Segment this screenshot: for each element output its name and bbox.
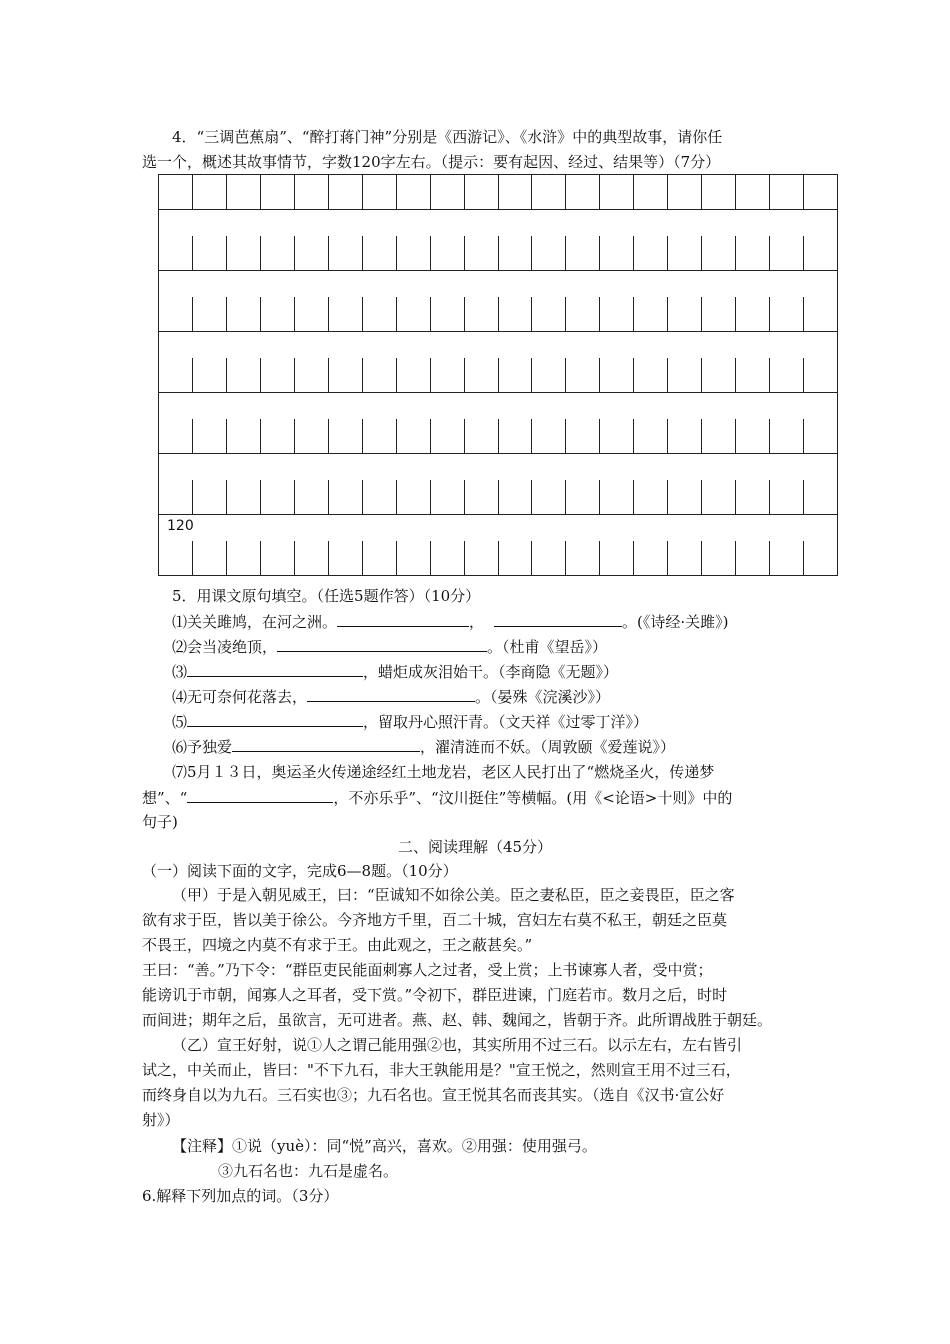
q5-item-6-suffix: ，濯清涟而不妖。（周敦颐《爱莲说》） [420, 738, 676, 756]
grid-cell[interactable] [600, 175, 634, 210]
grid-cell[interactable] [499, 236, 533, 271]
grid-cell[interactable] [566, 358, 600, 393]
grid-cell[interactable] [770, 236, 804, 271]
grid-cell[interactable] [600, 236, 634, 271]
q5-item-4-suffix: 。（晏殊《浣溪沙》） [475, 688, 611, 706]
q5-item-4 [172, 685, 610, 708]
grid-cell[interactable] [736, 480, 770, 515]
grid-cell[interactable] [668, 236, 702, 271]
grid-cell[interactable] [566, 175, 600, 210]
q5-item-4-blank[interactable] [307, 685, 475, 702]
grid-row-gap [158, 332, 838, 358]
grid-cell[interactable] [431, 236, 465, 271]
grid-cell[interactable] [634, 358, 668, 393]
q5-item-4-prefix: ⑷无可奈何花落去， [172, 688, 308, 706]
grid-cell[interactable] [702, 236, 736, 271]
grid-cell[interactable] [634, 175, 668, 210]
grid-cell[interactable] [465, 175, 499, 210]
grid-row [158, 419, 838, 454]
grid-row-gap [158, 393, 838, 419]
grid-cell[interactable] [702, 297, 736, 332]
grid-cell[interactable] [193, 175, 227, 210]
grid-cell[interactable] [431, 297, 465, 332]
grid-cell[interactable] [227, 419, 261, 454]
q5-item-7-blank[interactable] [187, 786, 333, 803]
q5-item-6-blank[interactable] [232, 735, 420, 752]
grid-cell[interactable] [329, 480, 363, 515]
grid-cell[interactable] [770, 480, 804, 515]
grid-cell[interactable] [227, 297, 261, 332]
grid-cell[interactable] [770, 175, 804, 210]
q5-item-1-prefix: ⑴关关雎鸠，在河之洲。 [172, 613, 338, 631]
q5-item-1-blank-b[interactable] [494, 610, 622, 627]
grid-cell[interactable] [431, 541, 465, 576]
grid-cell[interactable] [193, 541, 227, 576]
grid-cell[interactable] [804, 541, 838, 576]
grid-cell[interactable] [600, 358, 634, 393]
grid-row [158, 480, 838, 515]
q5-item-1-mid: ， [469, 613, 485, 631]
grid-cell[interactable] [261, 480, 295, 515]
grid-cell[interactable] [159, 480, 193, 515]
grid-cell[interactable] [770, 297, 804, 332]
grid-cell[interactable] [804, 297, 838, 332]
grid-cell[interactable] [736, 236, 770, 271]
grid-cell[interactable] [668, 541, 702, 576]
grid-cell[interactable] [668, 419, 702, 454]
grid-cell[interactable] [295, 175, 329, 210]
grid-cell[interactable] [465, 236, 499, 271]
q5-item-3-blank[interactable] [187, 660, 363, 677]
grid-row [158, 358, 838, 393]
q5-item-7-line-3: 句子) [142, 813, 178, 831]
grid-cell[interactable] [668, 297, 702, 332]
grid-cell[interactable] [397, 419, 431, 454]
grid-cell[interactable] [804, 175, 838, 210]
grid-cell[interactable] [668, 358, 702, 393]
grid-row [158, 541, 838, 576]
grid-cell[interactable] [295, 541, 329, 576]
grid-cell[interactable] [702, 175, 736, 210]
grid-cell[interactable] [295, 236, 329, 271]
grid-cell[interactable] [770, 541, 804, 576]
grid-cell[interactable] [566, 236, 600, 271]
grid-cell[interactable] [227, 236, 261, 271]
grid-cell[interactable] [261, 297, 295, 332]
grid-cell[interactable] [804, 236, 838, 271]
grid-cell[interactable] [227, 175, 261, 210]
grid-cell[interactable] [566, 297, 600, 332]
jia-line-1: （甲）于是入朝见威王，曰：“臣诚知不如徐公美。臣之妻私臣，臣之妾畏臣，臣之客 [172, 886, 735, 904]
grid-cell[interactable] [566, 480, 600, 515]
grid-cell[interactable] [397, 297, 431, 332]
grid-cell[interactable] [431, 175, 465, 210]
grid-cell[interactable] [329, 297, 363, 332]
note-line-1: 【注释】①说（yuè）：同“悦”高兴，喜欢。②用强：使用强弓。 [172, 1137, 597, 1155]
grid-cell[interactable] [634, 236, 668, 271]
yi-line-1: （乙）宣王好射，说①人之谓己能用强②也，其实所用不过三石。以示左右，左右皆引 [172, 1036, 743, 1054]
q5-item-2-blank[interactable] [277, 635, 487, 652]
grid-cell[interactable] [261, 358, 295, 393]
grid-cell[interactable] [499, 175, 533, 210]
grid-cell[interactable] [363, 541, 397, 576]
grid-cell[interactable] [363, 297, 397, 332]
grid-cell[interactable] [261, 419, 295, 454]
grid-cell[interactable] [634, 419, 668, 454]
grid-cell[interactable] [397, 358, 431, 393]
grid-cell[interactable] [499, 480, 533, 515]
grid-cell[interactable] [159, 358, 193, 393]
q5-item-3-suffix: ，蜡炬成灰泪始干。（李商隐《无题》） [363, 663, 619, 681]
grid-cell[interactable] [295, 297, 329, 332]
grid-cell[interactable] [329, 358, 363, 393]
q5-item-6 [172, 735, 675, 758]
grid-cell[interactable] [465, 297, 499, 332]
grid-cell[interactable] [159, 419, 193, 454]
grid-cell[interactable] [363, 175, 397, 210]
grid-cell[interactable] [499, 541, 533, 576]
grid-cell[interactable] [600, 541, 634, 576]
q5-item-5-blank[interactable] [187, 710, 363, 727]
grid-cell[interactable] [261, 236, 295, 271]
grid-cell[interactable] [227, 541, 261, 576]
grid-cell[interactable] [668, 175, 702, 210]
grid-cell[interactable] [397, 236, 431, 271]
grid-row-gap [158, 515, 838, 541]
writing-grid[interactable] [158, 174, 838, 576]
q4-line-2: 选一个，概述其故事情节，字数120字左右。（提示：要有起因、经过、结果等）（7分） [142, 153, 721, 171]
grid-cell[interactable] [329, 236, 363, 271]
q5-item-5-suffix: ，留取丹心照汗青。（文天祥《过零丁洋》） [363, 713, 649, 731]
grid-cell[interactable] [804, 358, 838, 393]
grid-cell[interactable] [804, 480, 838, 515]
q5-item-5 [172, 710, 648, 733]
grid-cell[interactable] [397, 480, 431, 515]
grid-cell[interactable] [532, 358, 566, 393]
q5-item-3 [172, 660, 618, 683]
grid-cell[interactable] [397, 541, 431, 576]
grid-cell[interactable] [770, 419, 804, 454]
grid-cell[interactable] [736, 541, 770, 576]
grid-cell[interactable] [159, 297, 193, 332]
grid-cell[interactable] [736, 297, 770, 332]
q5-item-2-prefix: ⑵会当凌绝顶， [172, 638, 278, 656]
grid-cell[interactable] [736, 175, 770, 210]
grid-cell[interactable] [159, 236, 193, 271]
jia-line-2: 欲有求于臣，皆以美于徐公。今齐地方千里，百二十城，宫妇左右莫不私王，朝廷之臣莫 [142, 911, 728, 929]
jia-line-6: 而间进；期年之后，虽欲言，无可进者。燕、赵、韩、魏闻之，皆朝于齐。此所谓战胜于朝廷。 [142, 1011, 773, 1029]
grid-cell[interactable] [227, 480, 261, 515]
grid-cell[interactable] [193, 236, 227, 271]
grid-cell[interactable] [736, 358, 770, 393]
q5-item-7-line-1: ⑺5月１３日，奥运圣火传递途经红土地龙岩，老区人民打出了“燃烧圣火，传递梦 [172, 763, 715, 781]
q5-item-1 [172, 610, 729, 633]
grid-cell[interactable] [600, 480, 634, 515]
grid-cell[interactable] [499, 297, 533, 332]
grid-cell[interactable] [770, 358, 804, 393]
q5-item-2-suffix: 。（杜甫《望岳》） [487, 638, 608, 656]
q5-item-6-prefix: ⑹予独爱 [172, 738, 233, 756]
grid-cell[interactable] [499, 358, 533, 393]
grid-cell[interactable] [465, 480, 499, 515]
grid-marker-120: 120 [167, 518, 194, 534]
grid-cell[interactable] [193, 419, 227, 454]
grid-row [158, 236, 838, 271]
section-2-title: 二、阅读理解（45分） [397, 838, 553, 856]
grid-cell[interactable] [804, 419, 838, 454]
grid-cell[interactable] [532, 541, 566, 576]
grid-cell[interactable] [465, 358, 499, 393]
q4-line-1: 4．“三调芭蕉扇”、“醉打蒋门神”分别是《西游记》、《水浒》中的典型故事，请你任 [172, 128, 723, 146]
grid-cell[interactable] [532, 419, 566, 454]
grid-cell[interactable] [702, 358, 736, 393]
jia-line-4: 王曰：“善。”乃下令：“群臣吏民能面刺寡人之过者，受上赏；上书谏寡人者，受中赏； [142, 961, 713, 979]
q5-title: 5．用课文原句填空。（任选5题作答）（10分） [172, 587, 481, 605]
grid-cell[interactable] [193, 297, 227, 332]
q5-item-7-prefix: 想”、“ [142, 789, 188, 807]
grid-cell[interactable] [193, 480, 227, 515]
q5-item-1-suffix: 。(《诗经·关雎》) [622, 613, 729, 631]
q5-item-7-line-2 [142, 786, 732, 809]
grid-cell[interactable] [499, 419, 533, 454]
grid-cell[interactable] [600, 297, 634, 332]
grid-cell[interactable] [532, 480, 566, 515]
grid-cell[interactable] [465, 419, 499, 454]
grid-cell[interactable] [227, 358, 261, 393]
grid-cell[interactable] [261, 541, 295, 576]
grid-cell[interactable] [295, 480, 329, 515]
grid-cell[interactable] [566, 419, 600, 454]
grid-cell[interactable] [431, 358, 465, 393]
grid-cell[interactable] [702, 480, 736, 515]
yi-line-3: 而终身自以为九石。三石实也③；九石名也。宣王悦其名而丧其实。（选自《汉书·宣公好 [142, 1086, 725, 1104]
grid-cell[interactable] [363, 419, 397, 454]
yi-line-4: 射》） [142, 1111, 180, 1129]
grid-cell[interactable] [532, 175, 566, 210]
grid-cell[interactable] [261, 175, 295, 210]
grid-cell[interactable] [736, 419, 770, 454]
part-1-heading: （一）阅读下面的文字，完成6—8题。（10分） [142, 862, 458, 880]
grid-cell[interactable] [295, 419, 329, 454]
grid-row-gap [158, 271, 838, 297]
grid-cell[interactable] [668, 480, 702, 515]
grid-cell[interactable] [295, 358, 329, 393]
jia-line-5: 能谤讥于市朝，闻寡人之耳者，受下赏。”令初下，群臣进谏，门庭若市。数月之后，时时 [142, 986, 728, 1004]
yi-line-2: 试之，中关而止，皆曰："不下九石，非大王孰能用是？"宣王悦之，然则宣王用不过三石， [142, 1061, 741, 1079]
grid-cell[interactable] [702, 419, 736, 454]
q5-item-5-prefix: ⑸ [172, 713, 188, 731]
grid-cell[interactable] [634, 541, 668, 576]
grid-cell[interactable] [329, 541, 363, 576]
question-6: 6.解释下列加点的词。（3分） [142, 1187, 339, 1205]
grid-cell[interactable] [702, 541, 736, 576]
grid-cell[interactable] [159, 175, 193, 210]
grid-cell[interactable] [532, 236, 566, 271]
grid-cell[interactable] [431, 419, 465, 454]
grid-cell[interactable] [363, 236, 397, 271]
grid-cell[interactable] [566, 541, 600, 576]
grid-cell[interactable] [159, 541, 193, 576]
q5-item-7-suffix: ，不亦乐乎”、“汶川挺住”等横幅。(用《<论语>十则》中的 [333, 789, 733, 807]
grid-cell[interactable] [329, 419, 363, 454]
q5-item-1-blank-a[interactable] [337, 610, 469, 627]
grid-cell[interactable] [363, 480, 397, 515]
grid-cell[interactable] [397, 175, 431, 210]
grid-row [158, 174, 838, 210]
grid-cell[interactable] [363, 358, 397, 393]
q5-item-2 [172, 635, 607, 658]
grid-cell[interactable] [600, 419, 634, 454]
grid-cell[interactable] [634, 480, 668, 515]
grid-cell[interactable] [431, 480, 465, 515]
jia-line-3: 不畏王，四境之内莫不有求于王。由此观之，王之蔽甚矣。” [142, 936, 533, 954]
grid-row-gap [158, 454, 838, 480]
grid-cell[interactable] [465, 541, 499, 576]
grid-row [158, 297, 838, 332]
grid-cell[interactable] [634, 297, 668, 332]
note-line-2: ③九石名也：九石是虚名。 [218, 1162, 399, 1180]
grid-row-gap [158, 210, 838, 236]
q5-item-3-prefix: ⑶ [172, 663, 188, 681]
grid-cell[interactable] [329, 175, 363, 210]
grid-cell[interactable] [193, 358, 227, 393]
grid-cell[interactable] [532, 297, 566, 332]
